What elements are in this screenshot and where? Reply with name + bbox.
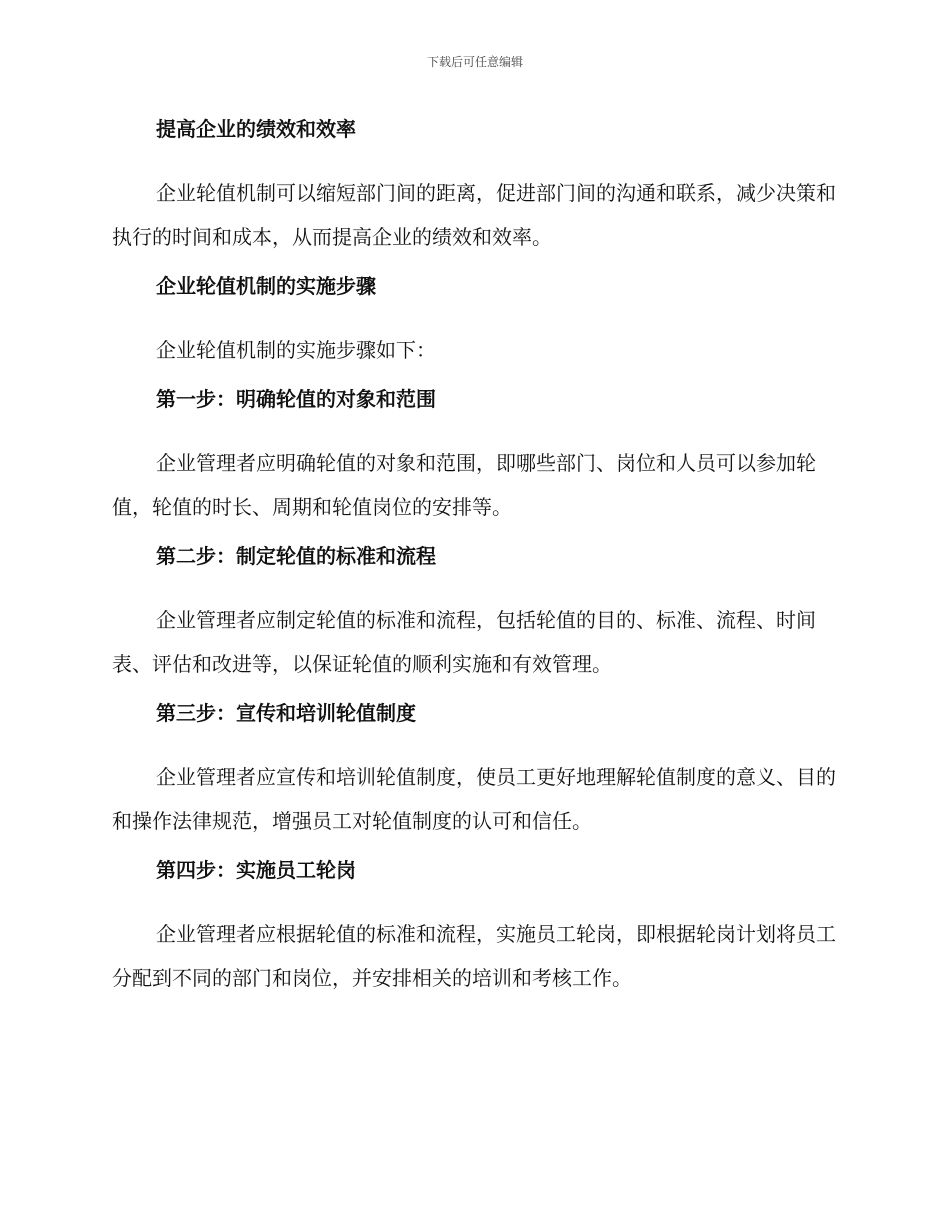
- body-paragraph: 企业管理者应宣传和培训轮值制度，使员工更好地理解轮值制度的意义、目的和操作法律规范，增强员工对轮值制度的认可和信任。: [112, 765, 836, 833]
- step-heading: 第四步：实施员工轮岗: [156, 858, 356, 882]
- document-body: [112, 114, 838, 1000]
- page-header: 下载后可任意编辑: [426, 55, 523, 69]
- step-heading: 第一步：明确轮值的对象和范围: [156, 387, 436, 411]
- step-heading: 第二步：制定轮值的标准和流程: [156, 544, 436, 568]
- step-heading: 第三步：宣传和培训轮值制度: [156, 701, 416, 725]
- body-paragraph: 企业管理者应明确轮值的对象和范围，即哪些部门、岗位和人员可以参加轮值，轮值的时长、周期和轮值岗位的安排等。: [112, 451, 816, 519]
- body-paragraph: 企业管理者应根据轮值的标准和流程，实施员工轮岗，即根据轮岗计划将员工分配到不同的部门和岗位，并安排相关的培训和考核工作。: [112, 922, 836, 990]
- body-paragraph: 企业轮值机制可以缩短部门间的距离，促进部门间的沟通和联系，减少决策和执行的时间和成本，从而提高企业的绩效和效率。: [112, 181, 836, 249]
- body-paragraph: 企业轮值机制的实施步骤如下：: [156, 338, 436, 362]
- body-paragraph: 企业管理者应制定轮值的标准和流程，包括轮值的目的、标准、流程、时间表、评估和改进等，以保证轮值的顺利实施和有效管理。: [112, 608, 816, 676]
- section-heading: 提高企业的绩效和效率: [156, 117, 356, 141]
- section-heading: 企业轮值机制的实施步骤: [156, 274, 376, 298]
